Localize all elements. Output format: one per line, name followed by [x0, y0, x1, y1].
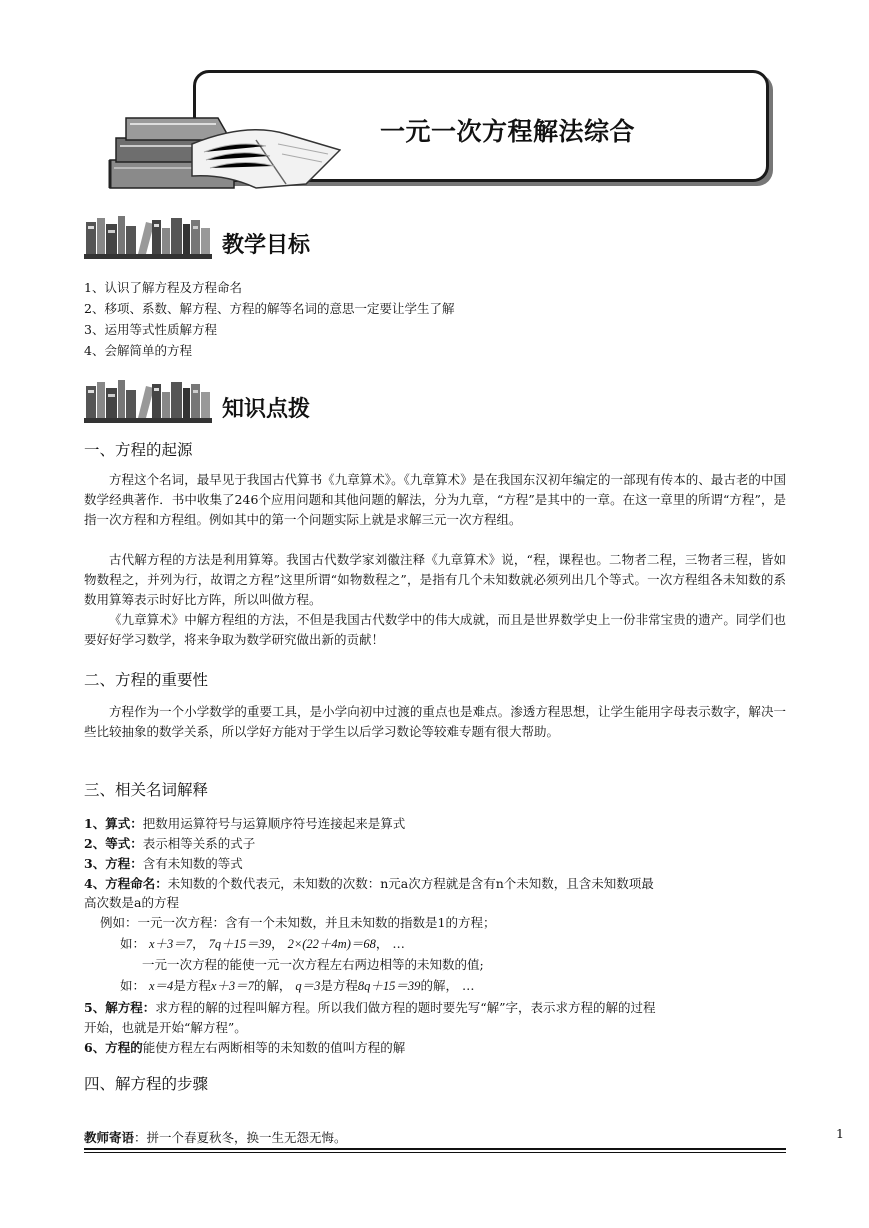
definition-term: 1、算式：	[84, 816, 143, 831]
definition-term: 3、方程：	[84, 856, 143, 871]
definition-item	[84, 874, 654, 892]
text: 是方程	[173, 978, 211, 993]
definition-item	[84, 1038, 405, 1056]
example-line: 例如：一元一次方程：含有一个未知数，并且未知数的指数是1的方程；	[100, 915, 496, 930]
paragraph: 古代解方程的方法是利用算筹。我国古代数学家刘徽注释《九章算术》说，“程，课程也。二物者二程，三物者三程，皆如物数程之，并列为行，故谓之方程”这里所谓“如物数程之”，是指有几个未知数就必须列出几个等式。一次方程组各未知数的系数用算筹表示时好比方阵，所以叫做方程。	[84, 552, 786, 607]
footer-divider	[84, 1148, 786, 1150]
ellipsis: …	[461, 978, 475, 993]
text: 是方程	[320, 978, 358, 993]
definition-text: 能使方程左右两断相等的未知数的值叫方程的解	[142, 1040, 406, 1055]
definition-item	[84, 854, 243, 872]
equation: x＋3＝7	[149, 937, 193, 951]
definition-item	[84, 814, 405, 832]
paragraph: 《九章算术》中解方程组的方法，不但是我国古代数学中的伟大成就，而且是世界数学史上一份非常宝贵的遗产。同学们也要好好学习数学，将来争取为数学研究做出新的贡献！	[84, 612, 786, 647]
definition-text: 把数用运算符号与运算顺序符号连接起来是算式	[142, 816, 406, 831]
page-number: 1	[836, 1126, 844, 1141]
equation: 2×(22＋4m)＝68	[287, 937, 376, 951]
definition-text: 开始，也就是开始“解方程”。	[84, 1020, 247, 1035]
page-title: 一元一次方程解法综合	[380, 117, 636, 146]
definition-term: 6、方程的	[84, 1040, 143, 1055]
example-label: 如：	[120, 936, 146, 951]
definition-text: 未知数的个数代表元，未知数的次数：n元a次方程就是含有n个未知数，且含未知数项最	[167, 876, 654, 891]
footer-label: 教师寄语	[84, 1130, 135, 1145]
separator: ，	[192, 936, 205, 951]
equation: x＋3＝7	[210, 979, 254, 993]
definition-item	[84, 998, 656, 1016]
goal-item: 4、会解简单的方程	[84, 343, 192, 358]
text: 的解，	[420, 978, 458, 993]
footer-divider	[84, 1152, 786, 1153]
footer-text: ：拼一个春夏秋冬，换一生无怨无悔。	[134, 1130, 347, 1145]
solution-examples	[120, 976, 474, 994]
definition-term: 4、方程命名：	[84, 876, 168, 891]
subheading-importance: 二、方程的重要性	[84, 671, 209, 689]
text: 的解，	[253, 978, 292, 993]
subheading-terms: 三、相关名词解释	[84, 781, 209, 799]
books-illustration	[106, 104, 341, 190]
example-label: 如：	[120, 978, 146, 993]
equation: 8q＋15＝39	[357, 979, 421, 993]
ellipsis: …	[392, 936, 405, 951]
separator: ，	[271, 936, 284, 951]
footer-quote	[84, 1128, 347, 1146]
definition-term: 5、解方程：	[84, 1000, 156, 1015]
section-title-knowledge: 知识点拨	[222, 397, 311, 422]
paragraph: 方程作为一个小学数学的重要工具，是小学向初中过渡的重点也是难点。渗透方程思想，让学生能用字母表示数字，解决一些比较抽象的数学关系，所以学好方能对于学生以后学习数论等较难专题有很大帮助。	[84, 704, 786, 739]
equation: 7q＋15＝39	[208, 937, 272, 951]
bookshelf-icon	[84, 214, 212, 260]
definition-item	[84, 834, 255, 852]
definition-term: 2、等式：	[84, 836, 143, 851]
definition-text: 求方程的解的过程叫解方程。所以我们做方程的题时要先写“解”字，表示求方程的解的过程	[155, 1000, 656, 1015]
separator: ，	[375, 936, 389, 951]
paragraph: 方程这个名词，最早见于我国古代算书《九章算术》。《九章算术》是在我国东汉初年编定的一部现有传本的、最古老的中国数学经典著作．书中收集了246个应用问题和其他问题的解法，分为九章，“方程”是其中的一章。在这一章里的所谓“方程”，是指一次方程和方程组。例如其中的第一个问题实际上就是求解三元一次方程组。	[84, 472, 786, 527]
equation: q＝3	[295, 979, 321, 993]
bookshelf-icon	[84, 378, 212, 424]
goal-item: 2、移项、系数、解方程、方程的解等名词的意思一定要让学生了解	[84, 301, 455, 316]
section-title-goals: 教学目标	[222, 233, 311, 258]
equation-examples	[120, 934, 405, 952]
goal-item: 1、认识了解方程及方程命名	[84, 280, 242, 295]
equation: x＝4	[149, 979, 174, 993]
solution-definition: 一元一次方程的能使一元一次方程左右两边相等的未知数的值;	[142, 957, 484, 972]
definition-text: 高次数是a的方程	[84, 895, 179, 910]
goal-item: 3、运用等式性质解方程	[84, 322, 217, 337]
definition-text: 表示相等关系的式子	[142, 836, 256, 851]
subheading-origin: 一、方程的起源	[84, 441, 193, 459]
definition-text: 含有未知数的等式	[142, 856, 243, 871]
subheading-steps: 四、解方程的步骤	[84, 1075, 209, 1093]
